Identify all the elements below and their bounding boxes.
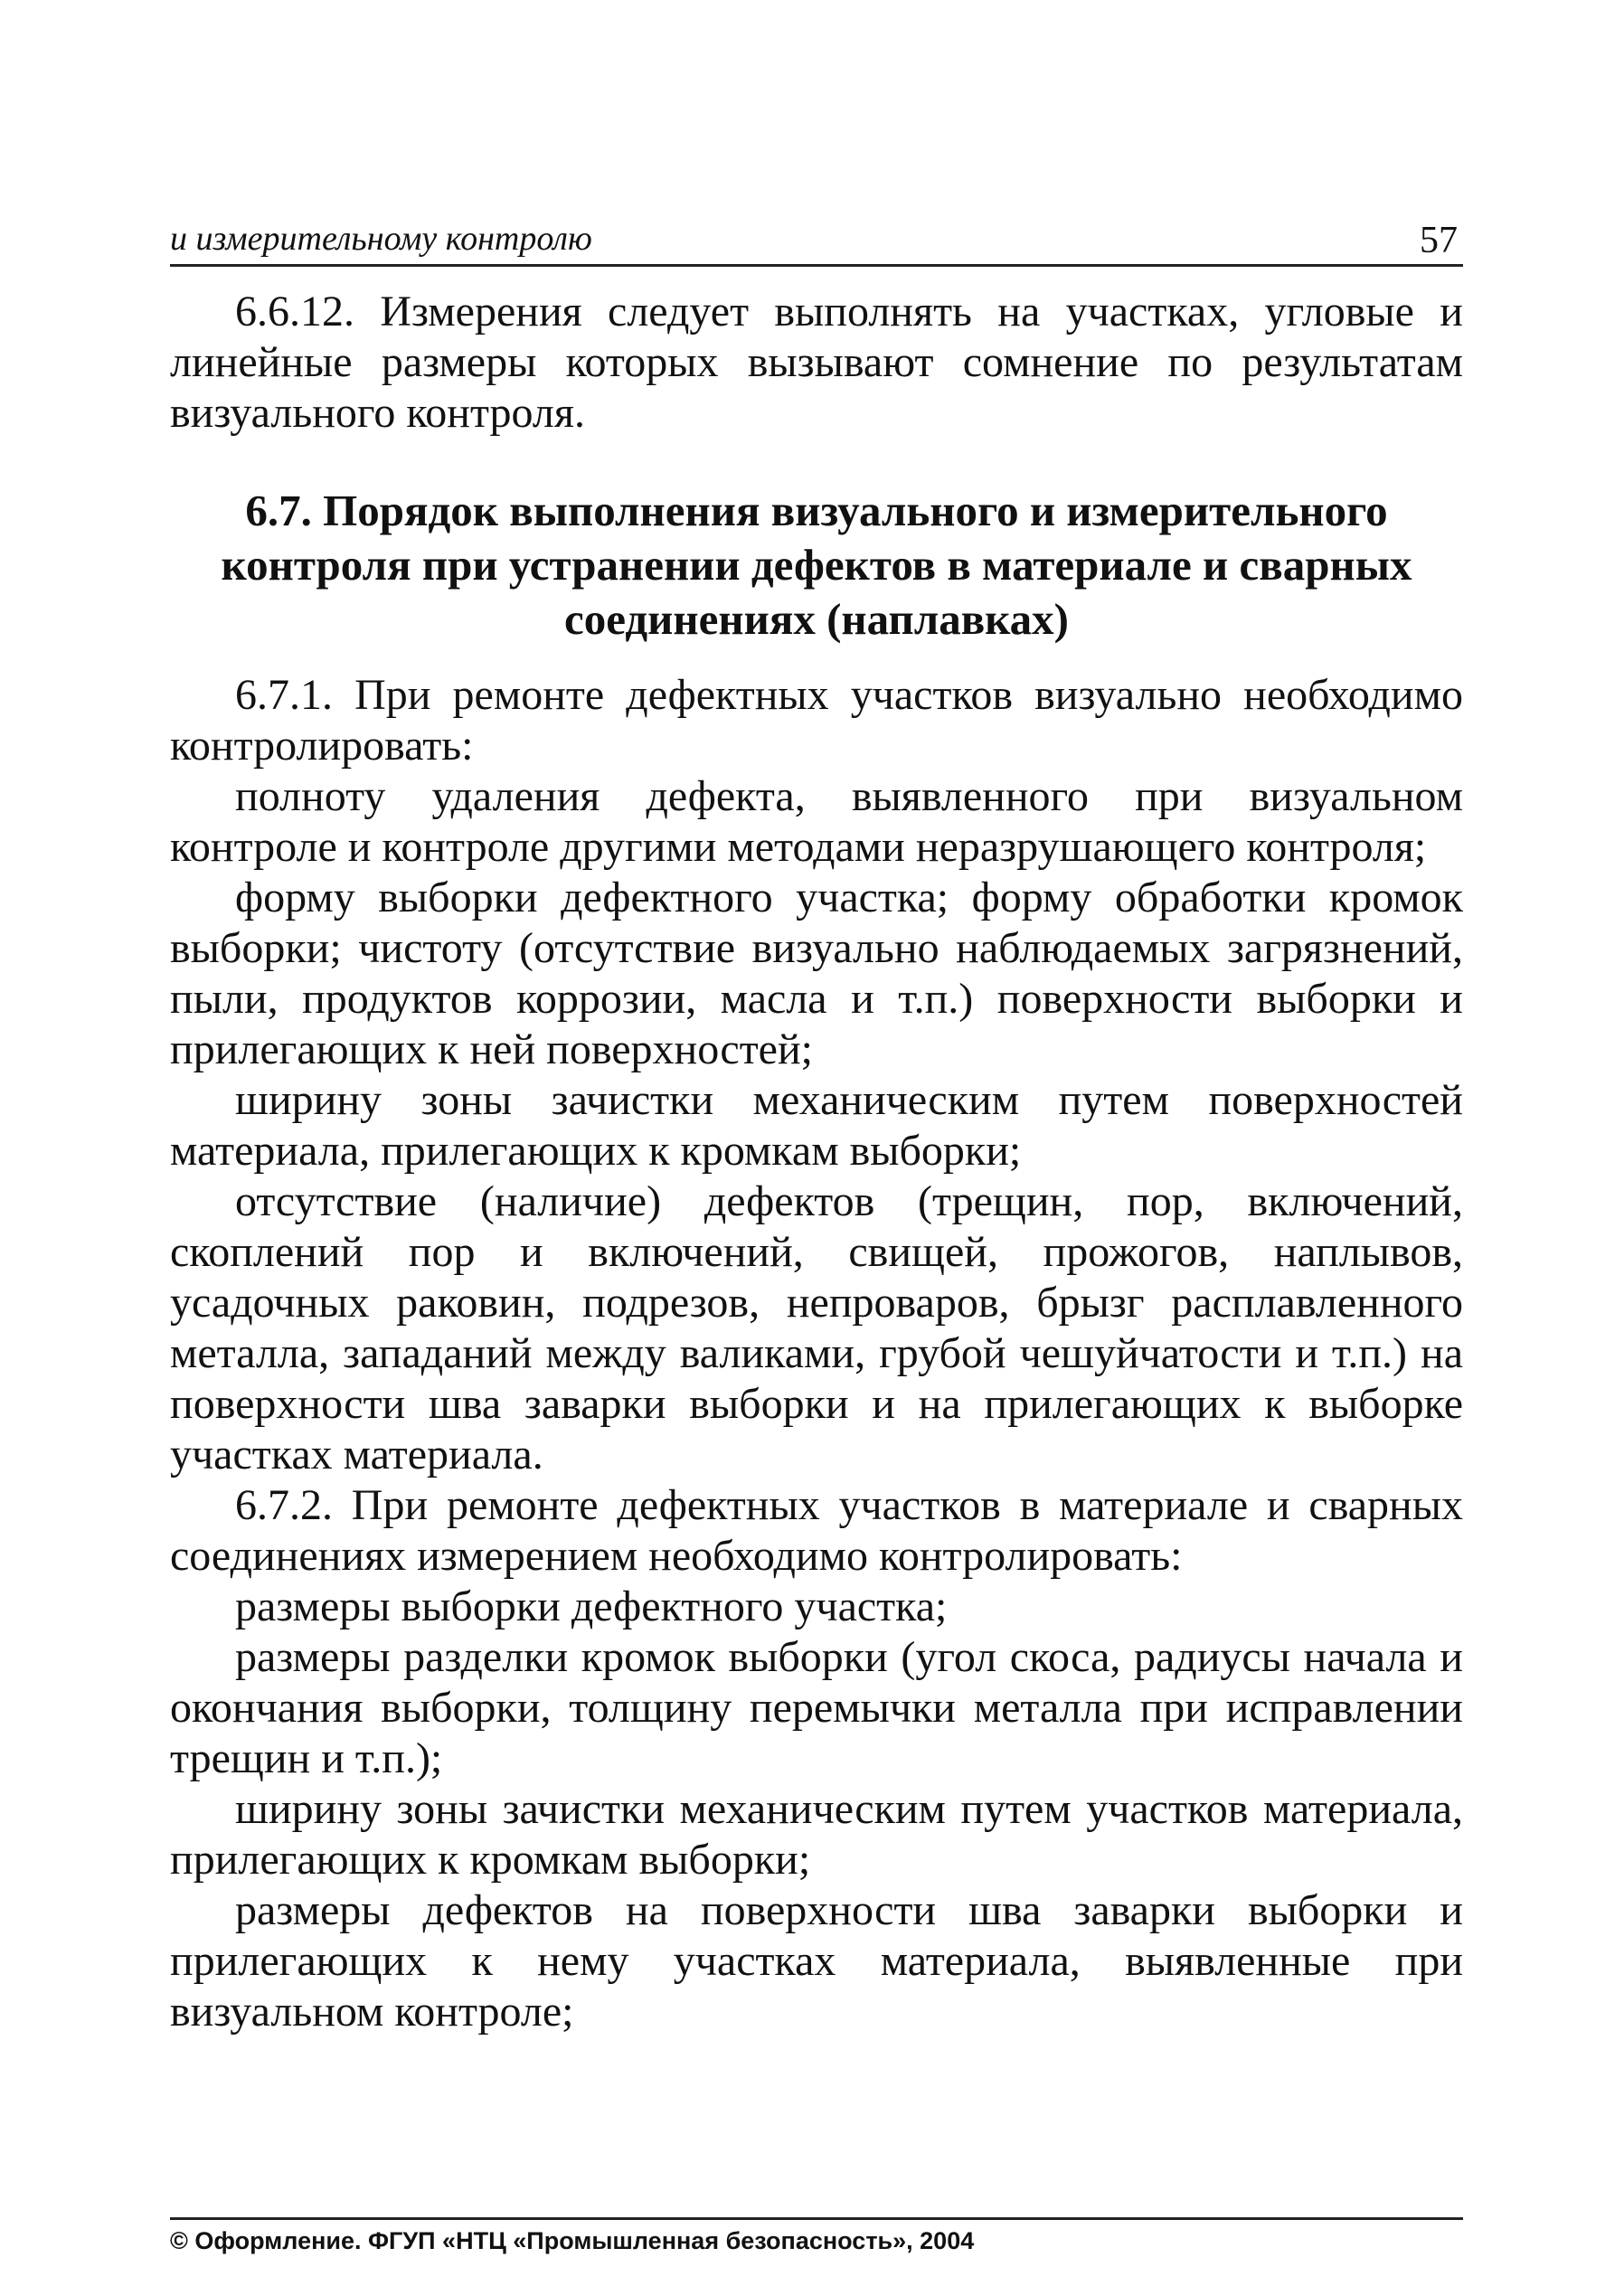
body-text <box>170 287 1463 2037</box>
copyright-footer <box>170 2217 1463 2255</box>
page-number: 57 <box>1420 220 1458 261</box>
list-item: размеры разделки кромок выборки (угол скоса, радиусы начала и окончания выборки, толщину перемычки металла при исправлении трещин и т.п.); <box>170 1633 1463 1782</box>
header-title: и измерительному контролю <box>170 220 592 258</box>
document-page <box>170 208 1463 2037</box>
section-heading-6-7: 6.7. Порядок выполнения визуального и измерительного контроля при устранении дефектов в материале и сварных соединениях (наплавках) <box>221 486 1412 644</box>
copyright-text: © Оформление. ФГУП «НТЦ «Промышленная безопасность», 2004 <box>170 2227 975 2254</box>
list-item: ширину зоны зачистки механическим путем участков материала, прилегающих к кромкам выборки; <box>170 1785 1463 1884</box>
list-item: размеры дефектов на поверхности шва заварки выборки и прилегающих к нему участках материала, выявленные при визуальном контроле; <box>170 1886 1463 2036</box>
list-item: ширину зоны зачистки механическим путем поверхностей материала, прилегающих к кромкам выборки; <box>170 1076 1463 1175</box>
list-item: полноту удаления дефекта, выявленного при визуальном контроле и контроле другими методами неразрушающего контроля; <box>170 772 1463 871</box>
running-header <box>170 208 1463 267</box>
paragraph-6-7-2: 6.7.2. При ремонте дефектных участков в материале и сварных соединениях измерением необходимо контролировать: <box>170 1481 1463 1580</box>
list-item: форму выборки дефектного участка; форму обработки кромок выборки; чистоту (отсутствие визуально наблюдаемых загрязнений, пыли, продуктов коррозии, масла и т.п.) поверхности выборки и прилегающих к ней поверхностей; <box>170 874 1463 1073</box>
list-item: отсутствие (наличие) дефектов (трещин, пор, включений, скоплений пор и включений, свищей, прожогов, наплывов, усадочных раковин, подрезов, непроваров, брызг расплавленного металла, западаний между валиками, грубой чешуйчатости и т.п.) на поверхности шва заварки выборки и на прилегающих к выборке участках материала. <box>170 1177 1463 1478</box>
paragraph-6-7-1: 6.7.1. При ремонте дефектных участков визуально необходимо контролировать: <box>170 671 1463 770</box>
paragraph-6-6-12: 6.6.12. Измерения следует выполнять на участках, угловые и линейные размеры которых вызывают сомнение по результатам визуального контроля. <box>170 288 1463 437</box>
list-item: размеры выборки дефектного участка; <box>235 1582 948 1630</box>
